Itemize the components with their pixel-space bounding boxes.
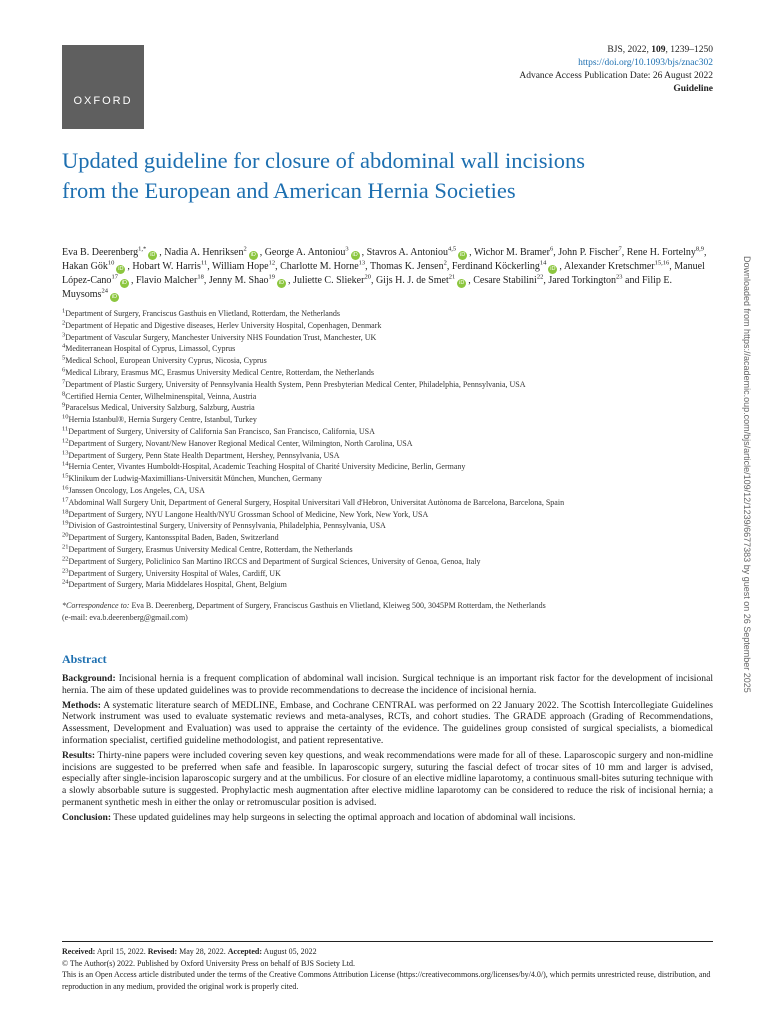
author-separator: , xyxy=(669,261,675,272)
abstract-section xyxy=(62,750,713,809)
author-affiliation-marker: 3 xyxy=(345,245,349,253)
author-affiliation-marker: 24 xyxy=(101,287,108,295)
affiliation-number: 9 xyxy=(62,401,66,409)
author-separator: , xyxy=(207,261,213,272)
affiliation-text: Department of Hepatic and Digestive diseases, Herlev University Hospital, Copenhagen, Denmark xyxy=(65,320,382,330)
copyright: © The Author(s) 2022. Published by Oxford University Press on behalf of BJS Society Ltd. xyxy=(62,958,356,968)
affiliation-number: 24 xyxy=(62,578,69,586)
author-affiliation-marker: 23 xyxy=(616,273,623,281)
author-separator: , xyxy=(288,275,294,286)
affiliation-number: 4 xyxy=(62,342,66,350)
author-separator: , xyxy=(259,247,265,258)
author-list xyxy=(62,246,717,302)
affiliation-text: Department of Surgery, University of California San Francisco, San Francisco, California, USA xyxy=(68,426,375,436)
article-type: Guideline xyxy=(673,84,713,94)
affiliation-number: 19 xyxy=(62,519,69,527)
affiliation-number: 10 xyxy=(62,413,69,421)
affiliation-text: Mediterranean Hospital of Cyprus, Limassol, Cyprus xyxy=(65,344,236,354)
abstract-section xyxy=(62,700,713,747)
author-separator: , xyxy=(130,275,136,286)
author-affiliation-marker: 21 xyxy=(448,273,456,281)
accepted-date: August 05, 2022 xyxy=(262,947,317,956)
author-affiliation-marker: 2 xyxy=(443,259,447,267)
orcid-icon[interactable]: iD xyxy=(250,252,256,258)
affiliation-text: Department of Surgery, Kantonsspital Baden, Baden, Switzerland xyxy=(68,533,279,543)
author-name: Jenny M. Shao xyxy=(208,275,269,286)
author-name: Cesare Stabilini xyxy=(473,275,537,286)
affiliation-item xyxy=(62,485,722,497)
author-name: Manuel López-Cano xyxy=(62,261,705,286)
author-separator: , xyxy=(159,247,165,258)
orcid-icon[interactable]: iD xyxy=(150,252,156,258)
received-date: April 15, 2022. xyxy=(95,947,148,956)
affiliation-text: Certified Hernia Center, Wilhelminenspital, Veinna, Austria xyxy=(65,391,257,401)
author-separator: , xyxy=(203,275,209,286)
affiliation-item xyxy=(62,414,722,426)
orcid-icon[interactable]: iD xyxy=(121,280,128,286)
correspondence-text: Eva B. Deerenberg, Department of Surgery, Franciscus Gasthuis en Vlietland, Kleiweg 500, 3045PM Rotterdam, the Netherlands xyxy=(129,601,546,610)
author-name: William Hope xyxy=(212,261,269,272)
affiliation-item xyxy=(62,308,722,320)
author-affiliation-marker: 22 xyxy=(536,273,544,281)
author-separator: , xyxy=(559,261,564,272)
journal-info xyxy=(519,44,713,96)
author-affiliation-marker: 6 xyxy=(549,245,554,253)
author-affiliation-marker: 15,16 xyxy=(654,259,670,267)
affiliation-text: Department of Surgery, Maria Middelares Hospital, Ghent, Belgium xyxy=(68,580,287,590)
author-name: Alexander Kretschmer xyxy=(563,261,655,272)
affiliation-text: Department of Vascular Surgery, Manchester University NHS Foundation Trust, Manchester, UK xyxy=(65,332,377,342)
oxford-logo xyxy=(62,45,144,129)
affiliation-text: Department of Plastic Surgery, University of Pennsylvania Health System, Penn Presbyterian Medical Center, Philadelphia, Pennsylvania, USA xyxy=(65,379,526,389)
abstract-section xyxy=(62,812,713,824)
affiliation-number: 5 xyxy=(62,354,66,362)
affiliation-number: 11 xyxy=(62,425,69,433)
author-affiliation-marker: 13 xyxy=(358,259,366,267)
affiliation-list xyxy=(62,308,722,591)
author-separator: and xyxy=(622,275,642,286)
author-separator: , xyxy=(127,261,133,272)
correspondence-label: *Correspondence to: xyxy=(62,601,130,610)
author-name: Eva B. Deerenberg xyxy=(62,247,139,258)
orcid-icon[interactable]: iD xyxy=(459,280,465,286)
correspondence xyxy=(62,600,722,624)
author-separator: , xyxy=(553,247,559,258)
author-separator: , xyxy=(469,247,474,258)
affiliation-number: 18 xyxy=(62,507,69,515)
footer xyxy=(62,946,722,992)
footer-divider xyxy=(62,941,713,942)
volume: 109 xyxy=(651,45,666,55)
author-name: Juliette C. Slieker xyxy=(293,275,365,286)
affiliation-item xyxy=(62,367,722,379)
affiliation-item xyxy=(62,379,722,391)
author-affiliation-marker: 7 xyxy=(618,245,622,253)
logo-text: OXFORD xyxy=(73,95,133,107)
affiliation-number: 2 xyxy=(62,319,66,327)
affiliation-item xyxy=(62,544,722,556)
affiliation-text: Department of Surgery, Franciscus Gasthuis en Vlietland, Rotterdam, the Netherlands xyxy=(65,309,340,318)
author-separator: , xyxy=(275,261,281,272)
affiliation-item xyxy=(62,426,722,438)
affiliation-item xyxy=(62,450,722,462)
abstract-section xyxy=(62,673,713,697)
affiliation-item xyxy=(62,320,722,332)
received-label: Received: xyxy=(62,947,96,956)
affiliation-text: Hernia Center, Vivantes Humboldt-Hospital, Academic Teaching Hospital of Charité University Medicine, Berlin, Germany xyxy=(68,462,466,472)
affiliation-text: Medical School, European University Cyprus, Nicosia, Cyprus xyxy=(65,356,267,366)
citation-prefix: BJS, 2022, xyxy=(607,45,652,55)
affiliation-item xyxy=(62,461,722,473)
affiliation-text: Department of Surgery, NYU Langone Health/NYU Grossman School of Medicine, New York, New York, USA xyxy=(68,509,429,519)
author-name: Hakan Gök xyxy=(62,261,108,272)
author-name: Hobart W. Harris xyxy=(132,261,201,272)
pages: , 1239–1250 xyxy=(665,45,713,55)
author-affiliation-marker: 2 xyxy=(243,245,247,253)
abstract-section-text: These updated guidelines may help surgeons in selecting the optimal approach and location of abdominal wall incisions. xyxy=(111,811,576,823)
affiliation-text: Paracelsus Medical, University Salzburg, Salzburg, Austria xyxy=(65,403,255,413)
abstract-section-text: Incisional hernia is a frequent complication of abdominal wall incision. Surgical technique is an important risk factor for the development of incisional hernia. The aim of these updated guidelines was to provide recommendations to decrease the incidence of incisional hernia. xyxy=(62,673,713,696)
author-affiliation-marker: 14 xyxy=(539,259,547,267)
affiliation-item xyxy=(62,520,722,532)
accepted-label: Accepted: xyxy=(227,947,262,956)
author-separator: , xyxy=(361,247,367,258)
author-name: Nadia A. Henriksen xyxy=(164,247,244,258)
author-name: Stavros A. Antoniou xyxy=(366,247,449,258)
author-affiliation-marker: 11 xyxy=(200,259,208,267)
doi-link[interactable]: https://doi.org/10.1093/bjs/znac302 xyxy=(578,58,713,68)
affiliation-text: Division of Gastrointestinal Surgery, University of Pennsylvania, Philadelphia, Pennsylvania, USA xyxy=(68,521,386,531)
author-separator: , xyxy=(621,247,627,258)
affiliation-text: Janssen Oncology, Los Angeles, CA, USA xyxy=(68,485,205,495)
author-affiliation-marker: 20 xyxy=(364,273,371,281)
affiliation-number: 17 xyxy=(62,496,69,504)
abstract-section-label: Conclusion: xyxy=(62,811,112,823)
author-name: Flavio Malcher xyxy=(135,275,198,286)
affiliation-number: 1 xyxy=(62,307,66,315)
affiliation-number: 7 xyxy=(62,378,66,386)
orcid-icon[interactable]: iD xyxy=(111,294,118,300)
download-note: Downloaded from https://academic.oup.com/bjs/article/109/12/1239/6677383 by guest on 26 September 2025 xyxy=(742,256,752,693)
affiliation-number: 14 xyxy=(62,460,69,468)
author-affiliation-marker: 8,9 xyxy=(695,245,705,253)
affiliation-text: Department of Surgery, Erasmus University Medical Centre, Rotterdam, the Netherlands xyxy=(68,544,353,554)
dates-line xyxy=(62,946,722,958)
citation xyxy=(519,44,713,57)
affiliation-number: 21 xyxy=(62,543,69,551)
affiliation-item xyxy=(62,402,722,414)
affiliation-number: 8 xyxy=(62,389,66,397)
affiliation-number: 13 xyxy=(62,448,69,456)
revised-label: Revised: xyxy=(147,947,178,956)
author-name: Ferdinand Köckerling xyxy=(451,261,540,272)
affiliation-number: 15 xyxy=(62,472,69,480)
author-affiliation-marker: 18 xyxy=(197,273,204,281)
affiliation-item xyxy=(62,497,722,509)
article-title: Updated guideline for closure of abdominal wall incisions from the European and American Hernia Societies xyxy=(62,148,585,203)
author-name: Wichor M. Bramer xyxy=(473,247,550,258)
author-affiliation-marker: 1,* xyxy=(138,245,147,253)
abstract-heading: Abstract xyxy=(62,652,107,666)
orcid-icon[interactable]: iD xyxy=(460,252,466,258)
affiliation-number: 6 xyxy=(62,366,66,374)
author-separator: , xyxy=(543,275,549,286)
author-name: Gijs H. J. de Smet xyxy=(375,275,449,286)
correspondence-email[interactable]: (e-mail: eva.b.deerenberg@gmail.com) xyxy=(62,612,188,622)
license: This is an Open Access article distributed under the terms of the Creative Commons Attribution License (https://creativecommons.org/licenses/by/4.0/), which permits unrestricted reuse, distribution, and reproduction in any medium, provided the original work is properly cited. xyxy=(62,970,711,991)
abstract-section-label: Methods: xyxy=(62,699,101,711)
affiliation-text: Department of Surgery, Penn State Health Department, Hershey, Pennsylvania, USA xyxy=(68,450,340,460)
abstract-body xyxy=(62,673,713,827)
author-name: Charlotte M. Horne xyxy=(280,261,359,272)
affiliation-item xyxy=(62,568,722,580)
author-affiliation-marker: 4,5 xyxy=(448,245,457,253)
affiliation-number: 12 xyxy=(62,437,69,445)
author-affiliation-marker: 19 xyxy=(268,273,276,281)
author-separator: , xyxy=(446,261,452,272)
affiliation-text: Department of Surgery, Policlinico San Martino IRCCS and Department of Surgical Sciences, University of Genoa, Genoa, Italy xyxy=(68,556,481,566)
abstract-section-label: Results: xyxy=(62,749,96,761)
affiliation-text: Department of Surgery, University Hospital of Wales, Cardiff, UK xyxy=(68,568,281,578)
affiliation-item xyxy=(62,556,722,568)
abstract-section-text: Thirty-nine papers were included covering seven key questions, and weak recommendations were made for all of these. Laparoscopic surgery and non-midline incisions are suggested to be preferred when safe and feasible. In laparoscopic surgery, suturing the fascial defect of trocar sites of 10 mm and larger is advised, especially after single-incision laparoscopic surgery and at the umbilicus. For closure of an elective midline laparotomy, a continuous small-bites suturing technique with a slowly absorbable suture is suggested. Prophylactic mesh augmentation after elective midline laparotomy can be considered to reduce the risk of incisional hernia; a permanent synthetic mesh in either the onlay or retromuscular position is advised. xyxy=(62,749,713,808)
orcid-icon[interactable]: iD xyxy=(352,252,358,258)
affiliation-item xyxy=(62,343,722,355)
abstract-section-label: Background: xyxy=(62,673,116,684)
affiliation-text: Abdominal Wall Surgery Unit, Department of General Surgery, Hospital Universitari Vall d'Hebron, Universitat Autònoma de Barcelona, Barcelona, Spain xyxy=(68,497,565,507)
author-name: Rene H. Fortelny xyxy=(626,247,696,258)
affiliation-number: 20 xyxy=(62,531,69,539)
orcid-icon[interactable]: iD xyxy=(550,266,556,272)
author-affiliation-marker: 10 xyxy=(107,259,115,267)
affiliation-text: Klinikum der Ludwig-Maximillians-Universität München, Munchen, Germany xyxy=(68,474,323,484)
author-name: George A. Antoniou xyxy=(264,247,346,258)
affiliation-text: Hernia Istanbul®, Hernia Surgery Centre, Istanbul, Turkey xyxy=(68,415,257,425)
affiliation-text: Department of Surgery, Novant/New Hanover Regional Medical Center, Wilmington, North Carolina, USA xyxy=(68,438,413,448)
affiliation-item xyxy=(62,355,722,367)
affiliation-number: 22 xyxy=(62,555,69,563)
affiliation-number: 16 xyxy=(62,484,69,492)
affiliation-item xyxy=(62,391,722,403)
author-affiliation-marker: 17 xyxy=(111,273,118,281)
download-sidebar xyxy=(740,256,756,956)
author-separator: , xyxy=(704,247,707,258)
orcid-icon[interactable]: iD xyxy=(278,280,285,286)
author-separator: , xyxy=(365,261,370,272)
affiliation-number: 23 xyxy=(62,566,69,574)
affiliation-item xyxy=(62,332,722,344)
affiliation-item xyxy=(62,579,722,591)
revised-date: May 28, 2022. xyxy=(177,947,228,956)
affiliation-item xyxy=(62,473,722,485)
affiliation-number: 3 xyxy=(62,330,66,338)
author-separator: , xyxy=(468,275,474,286)
author-name: Filip E. Muysoms xyxy=(62,275,673,300)
affiliation-text: Medical Library, Erasmus MC, Erasmus University Medical Centre, Rotterdam, the Netherlands xyxy=(65,367,374,377)
advance-access: Advance Access Publication Date: 26 August 2022 xyxy=(519,71,713,81)
orcid-icon[interactable]: iD xyxy=(118,266,124,272)
author-separator: , xyxy=(370,275,376,286)
author-affiliation-marker: 12 xyxy=(268,259,276,267)
author-name: Thomas K. Jensen xyxy=(369,261,444,272)
affiliation-item xyxy=(62,509,722,521)
abstract-section-text: A systematic literature search of MEDLINE, Embase, and Cochrane CENTRAL was performed on 22 January 2022. The Scottish Intercollegiate Guidelines Network instrument was used to evaluate systematic reviews and meta-analyses, RCTs, and cohort studies. The GRADE approach (Grading of Recommendations, Assessment, Development and Evaluation) was used to appraise the certainty of the evidence. The guidelines group consisted of surgical specialists, a biomedical information specialist, certified guideline methodologist, and patient representative. xyxy=(62,699,713,746)
affiliation-item xyxy=(62,438,722,450)
author-name: Jared Torkington xyxy=(548,275,617,286)
author-name: John P. Fischer xyxy=(558,247,619,258)
affiliation-item xyxy=(62,532,722,544)
